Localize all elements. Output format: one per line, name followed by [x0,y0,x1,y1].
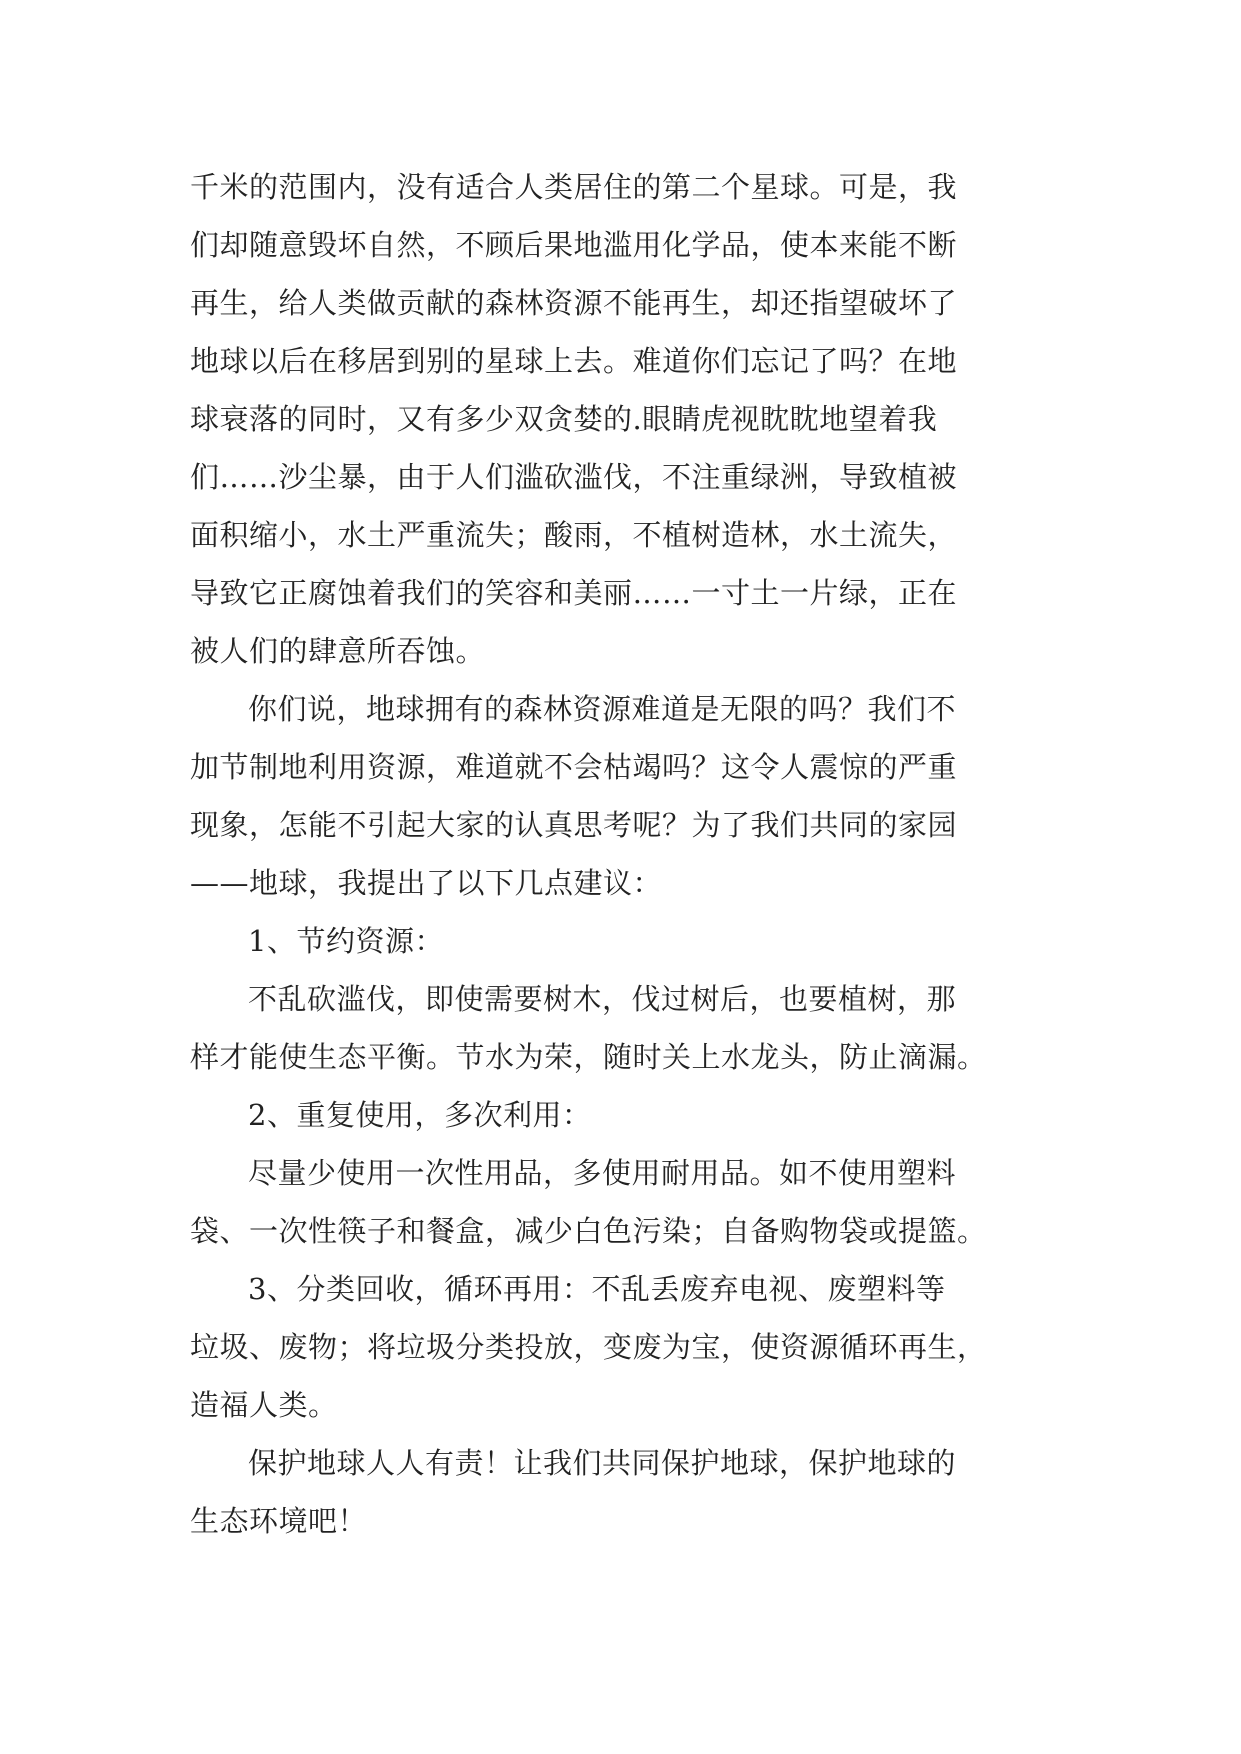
text-line: 造福人类。 [190,1388,338,1422]
text-line: 你们说，地球拥有的森林资源难道是无限的吗？我们不 [248,692,957,726]
text-line: 不乱砍滥伐，即使需要树木，伐过树后，也要植树，那 [248,982,957,1016]
text-line: 面积缩小，水土严重流失；酸雨，不植树造林，水土流失， [190,518,958,552]
text-line: 地球以后在移居到别的星球上去。难道你们忘记了吗？在地 [190,344,958,378]
text-line: 样才能使生态平衡。节水为荣，随时关上水龙头，防止滴漏。 [190,1040,987,1074]
text-line: 们……沙尘暴，由于人们滥砍滥伐，不注重绿洲，导致植被 [190,460,958,494]
text-line: 加节制地利用资源，难道就不会枯竭吗？这令人震惊的严重 [190,750,958,784]
text-line: 3、分类回收，循环再用：不乱丢废弃电视、废塑料等 [248,1272,946,1306]
text-line: 袋、一次性筷子和餐盒，减少白色污染；自备购物袋或提篮。 [190,1214,987,1248]
text-line: 再生，给人类做贡献的森林资源不能再生，却还指望破坏了 [190,286,958,320]
text-line: 生态环境吧！ [190,1504,368,1538]
text-line: 千米的范围内，没有适合人类居住的第二个星球。可是，我 [190,170,958,204]
text-line: 球衰落的同时，又有多少双贪婪的.眼睛虎视眈眈地望着我 [190,402,938,436]
text-line: 导致它正腐蚀着我们的笑容和美丽……一寸土一片绿，正在 [190,576,958,610]
text-line: 们却随意毁坏自然，不顾后果地滥用化学品，使本来能不断 [190,228,958,262]
text-line: 保护地球人人有责！让我们共同保护地球，保护地球的 [248,1446,957,1480]
text-line: 被人们的肆意所吞蚀。 [190,634,486,668]
document-body [190,158,1050,1550]
text-line: 现象，怎能不引起大家的认真思考呢？为了我们共同的家园 [190,808,958,842]
text-line: 1、节约资源： [248,924,444,958]
text-line: 2、重复使用，多次利用： [248,1098,592,1132]
text-line: ——地球，我提出了以下几点建议： [190,866,663,900]
text-line: 尽量少使用一次性用品，多使用耐用品。如不使用塑料 [248,1156,957,1190]
text-line: 垃圾、废物；将垃圾分类投放，变废为宝，使资源循环再生， [190,1330,987,1364]
